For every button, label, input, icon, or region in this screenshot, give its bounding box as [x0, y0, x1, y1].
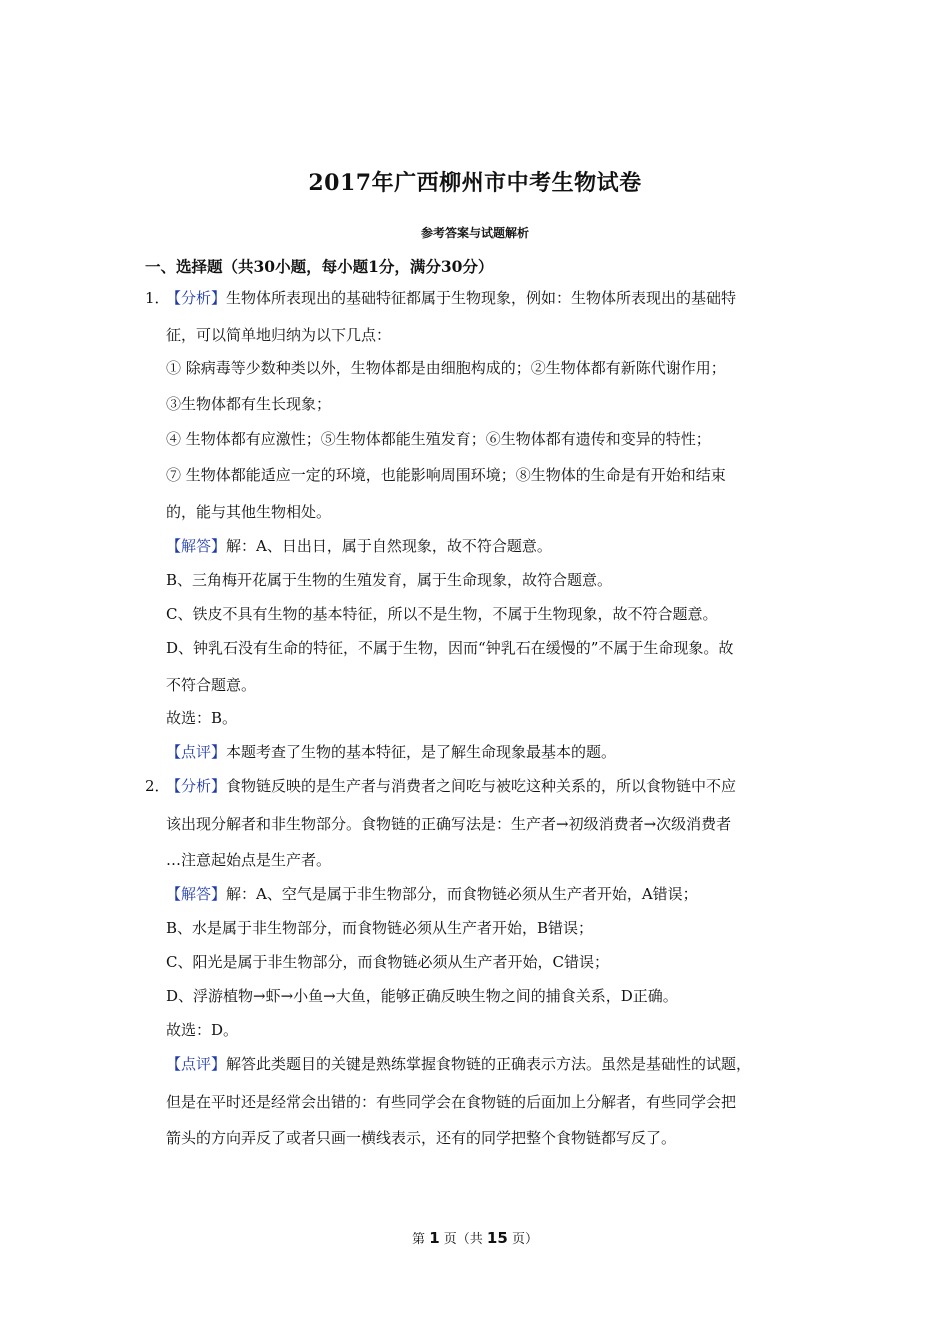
answer-line: C、铁皮不具有生物的基本特征，所以不是生物，不属于生物现象，故不符合题意。	[166, 605, 718, 623]
analysis-line: 该出现分解者和非生物部分。食物链的正确写法是：生产者→初级消费者→次级消费者	[166, 815, 732, 833]
answer-line	[166, 884, 698, 904]
point-line: ④ 生物体都有应激性；⑤生物体都能生殖发育；⑥生物体都有遗传和变异的特性；	[166, 430, 711, 448]
page-footer	[0, 1228, 950, 1247]
point-line: 的，能与其他生物相处。	[166, 503, 332, 521]
choice-line: 故选：D。	[166, 1021, 239, 1039]
answer-tag: 【解答】	[166, 885, 227, 903]
comment-line	[166, 742, 616, 762]
footer-middle: 页（共	[443, 1232, 483, 1247]
analysis-line: 征，可以简单地归纳为以下几点：	[166, 326, 392, 344]
document-title: 2017年广西柳州市中考生物试卷	[308, 170, 642, 196]
point-line: ⑦ 生物体都能适应一定的环境，也能影响周围环境；⑧生物体的生命是有开始和结束	[166, 466, 726, 484]
section-heading: 一、选择题（共30小题，每小题1分，满分30分）	[145, 257, 494, 276]
analysis-line	[166, 288, 736, 308]
document-subtitle: 参考答案与试题解析	[420, 226, 529, 240]
comment-line: 但是在平时还是经常会出错的：有些同学会在食物链的后面加上分解者，有些同学会把	[166, 1093, 737, 1111]
comment-tag: 【点评】	[166, 743, 227, 761]
answer-line: 不符合题意。	[166, 676, 257, 694]
question-number: 2．	[145, 777, 170, 795]
comment-text: 本题考查了生物的基本特征，是了解生命现象最基本的题。	[226, 743, 617, 761]
answer-line: B、三角梅开花属于生物的生殖发育，属于生命现象，故符合题意。	[166, 571, 613, 589]
answer-text: 解：A、空气是属于非生物部分，而食物链必须从生产者开始，A错误；	[226, 885, 698, 903]
analysis-text: 生物体所表现出的基础特征都属于生物现象，例如：生物体所表现出的基础特	[226, 289, 737, 307]
answer-line	[166, 536, 552, 556]
comment-line	[166, 1054, 751, 1074]
comment-line: 箭头的方向弄反了或者只画一横线表示，还有的同学把整个食物链都写反了。	[166, 1129, 677, 1147]
answer-line: B、水是属于非生物部分，而食物链必须从生产者开始，B错误；	[166, 919, 594, 937]
answer-text: 解：A、日出日，属于自然现象，故不符合题意。	[226, 537, 552, 555]
analysis-line	[166, 776, 736, 796]
answer-line: D、钟乳石没有生命的特征，不属于生物，因而“钟乳石在缓慢的”不属于生命现象。故	[166, 639, 734, 657]
analysis-line: …注意起始点是生产者。	[166, 851, 332, 869]
question-number: 1．	[145, 289, 170, 307]
footer-page-number: 1	[429, 1229, 440, 1247]
comment-text: 解答此类题目的关键是熟练掌握食物链的正确表示方法。虽然是基础性的试题，	[226, 1055, 752, 1073]
footer-suffix: 页）	[511, 1232, 538, 1247]
analysis-text: 食物链反映的是生产者与消费者之间吃与被吃这种关系的，所以食物链中不应	[226, 777, 737, 795]
analysis-tag: 【分析】	[166, 777, 227, 795]
point-line: ① 除病毒等少数种类以外，生物体都是由细胞构成的；②生物体都有新陈代谢作用；	[166, 359, 726, 377]
comment-tag: 【点评】	[166, 1055, 227, 1073]
point-line: ③生物体都有生长现象；	[166, 395, 332, 413]
footer-prefix: 第	[412, 1232, 426, 1247]
answer-line: C、阳光是属于非生物部分，而食物链必须从生产者开始，C错误；	[166, 953, 609, 971]
choice-line: 故选：B。	[166, 709, 238, 727]
footer-total-pages: 15	[486, 1229, 508, 1247]
analysis-tag: 【分析】	[166, 289, 227, 307]
answer-line: D、浮游植物→虾→小鱼→大鱼，能够正确反映生物之间的捕食关系，D正确。	[166, 987, 678, 1005]
answer-tag: 【解答】	[166, 537, 227, 555]
